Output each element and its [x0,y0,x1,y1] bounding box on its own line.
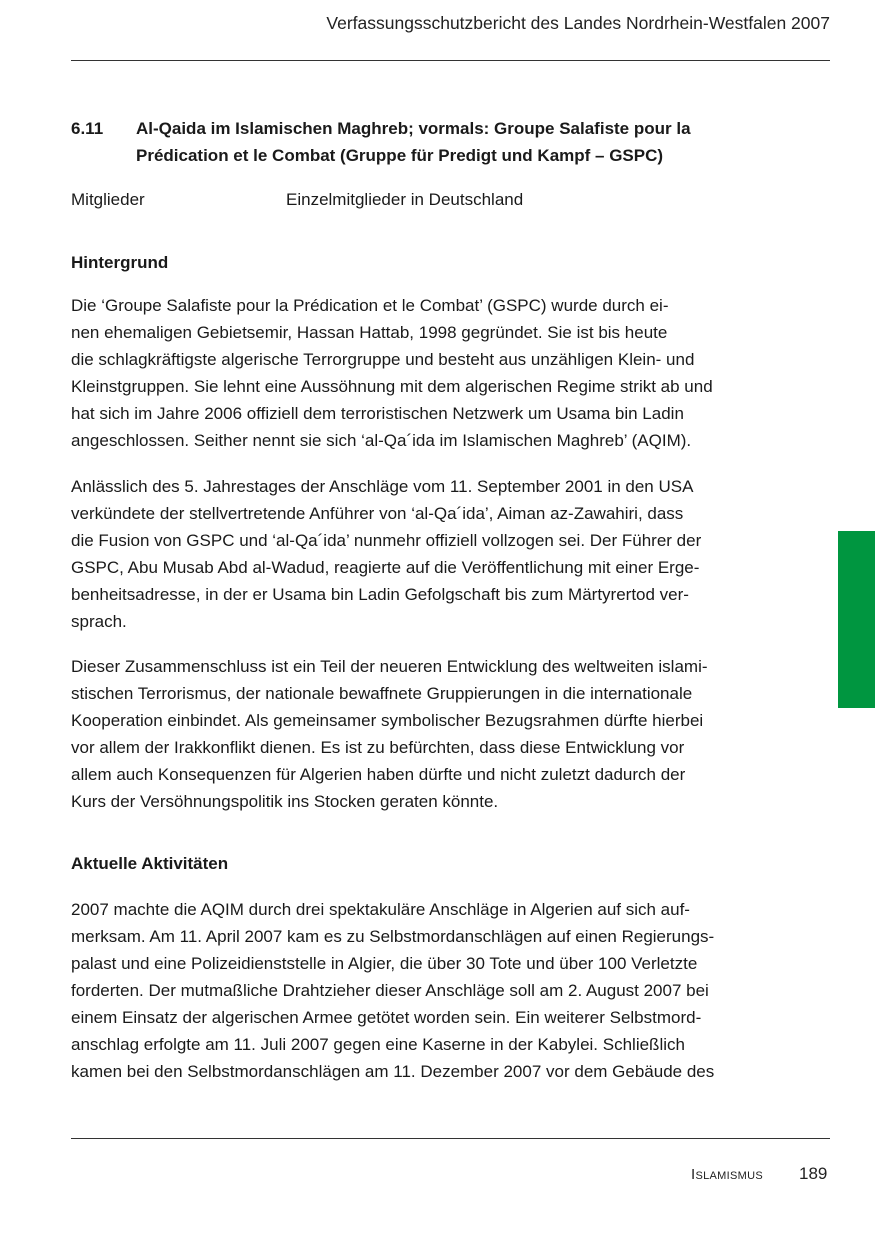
text-line: nen ehemaligen Gebietsemir, Hassan Hattab, 1998 gegründet. Sie ist bis heute [71,323,668,342]
activities-heading: Aktuelle Aktivitäten [71,854,229,873]
text-line: kamen bei den Selbstmordanschlägen am 11. Dezember 2007 vor dem Gebäude des [71,1062,715,1081]
text-line: GSPC, Abu Musab Abd al-Wadud, reagierte auf die Veröffentlichung mit einer Erge- [71,558,700,577]
text-line: die schlagkräftigste algerische Terrorgruppe und besteht aus unzähligen Klein- und [71,350,695,369]
page-number: 189 [799,1164,828,1183]
text-line: verkündete der stellvertretende Anführer von ‘al-Qa´ida’, Aiman az-Zawahiri, dass [71,504,684,523]
background-paragraph-3 [71,653,791,815]
text-line: allem auch Konsequenzen für Algerien haben dürfte und nicht zuletzt dadurch der [71,765,686,784]
footer-rule [71,1138,830,1139]
text-line: benheitsadresse, in der er Usama bin Ladin Gefolgschaft bis zum Märtyrertod ver- [71,585,689,604]
footer-section-label: Islamismus [691,1166,763,1183]
text-line: forderten. Der mutmaßliche Drahtzieher dieser Anschläge soll am 2. August 2007 bei [71,981,709,1000]
section-title-line: Prédication et le Combat (Gruppe für Predigt und Kampf – GSPC) [136,146,664,165]
members-label: Mitglieder [71,190,145,209]
text-line: palast und eine Polizeidienststelle in Algier, die über 30 Tote und über 100 Verletzte [71,954,698,973]
text-line: sprach. [71,612,127,631]
text-line: die Fusion von GSPC und ‘al-Qa´ida’ nunmehr offiziell vollzogen sei. Der Führer der [71,531,702,550]
text-line: anschlag erfolgte am 11. Juli 2007 gegen eine Kaserne in der Kabylei. Schließlich [71,1035,685,1054]
text-line: merksam. Am 11. April 2007 kam es zu Selbstmordanschlägen auf einen Regierungs- [71,927,715,946]
text-line: Dieser Zusammenschluss ist ein Teil der neueren Entwicklung des weltweiten islami- [71,657,708,676]
background-paragraph-2 [71,473,791,635]
header-rule [71,60,830,61]
section-title [136,115,796,169]
text-line: angeschlossen. Seither nennt sie sich ‘al-Qa´ida im Islamischen Maghreb’ (AQIM). [71,431,692,450]
section-number: 6.11 [71,119,104,138]
text-line: Kleinstgruppen. Sie lehnt eine Aussöhnung mit dem algerischen Regime strikt ab und [71,377,713,396]
text-line: einem Einsatz der algerischen Armee getötet worden sein. Ein weiterer Selbstmord- [71,1008,702,1027]
text-line: Anlässlich des 5. Jahrestages der Anschläge vom 11. September 2001 in den USA [71,477,694,496]
chapter-marker-tab [838,531,875,708]
text-line: Kurs der Versöhnungspolitik ins Stocken geraten könnte. [71,792,499,811]
text-line: vor allem der Irakkonflikt dienen. Es ist zu befürchten, dass diese Entwicklung vor [71,738,685,757]
background-paragraph-1 [71,292,791,454]
activities-paragraph [71,896,791,1085]
text-line: stischen Terrorismus, der nationale bewaffnete Gruppierungen in die internationale [71,684,693,703]
members-value: Einzelmitglieder in Deutschland [286,190,524,209]
text-line: Kooperation einbindet. Als gemeinsamer symbolischer Bezugsrahmen dürfte hierbei [71,711,704,730]
text-line: 2007 machte die AQIM durch drei spektakuläre Anschläge in Algerien auf sich auf- [71,900,690,919]
section-title-line: Al-Qaida im Islamischen Maghreb; vormals: Groupe Salafiste pour la [136,119,691,138]
background-heading: Hintergrund [71,253,169,272]
text-line: Die ‘Groupe Salafiste pour la Prédication et le Combat’ (GSPC) wurde durch ei- [71,296,669,315]
running-header: Verfassungsschutzbericht des Landes Nordrhein-Westfalen 2007 [326,13,830,33]
text-line: hat sich im Jahre 2006 offiziell dem terroristischen Netzwerk um Usama bin Ladin [71,404,684,423]
